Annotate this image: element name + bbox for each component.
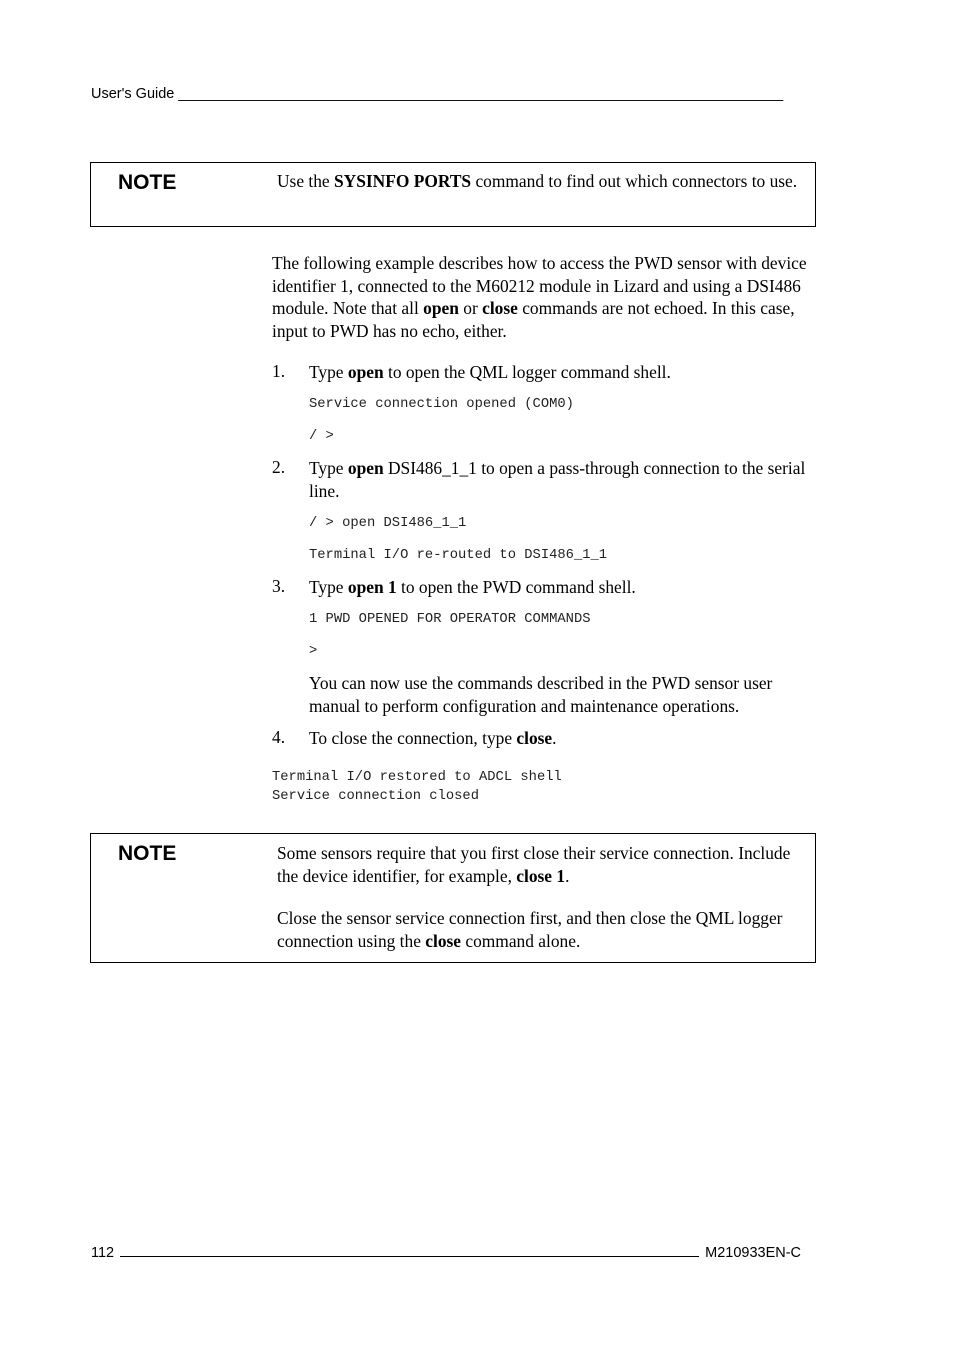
note-label: NOTE — [118, 171, 177, 194]
step-number: 3. — [272, 576, 286, 596]
note-paragraph — [277, 907, 813, 953]
command-name: close — [516, 728, 553, 748]
header-title: User's Guide — [91, 86, 175, 102]
command-name: close 1 — [516, 866, 566, 886]
note-box-1 — [90, 162, 816, 227]
code-line: Terminal I/O restored to ADCL shell — [272, 770, 562, 785]
step-text — [309, 576, 819, 599]
command-name: open 1 — [347, 577, 397, 597]
note-box-2 — [90, 833, 816, 963]
intro-text: or — [458, 298, 483, 318]
intro-text: commands are not echoed. In this case, input to PWD has no echo, either. — [272, 298, 795, 341]
code-line: Service connection closed — [272, 789, 479, 804]
step-text-part: Type — [309, 362, 348, 382]
note-text — [277, 170, 813, 193]
command-name: open — [347, 362, 384, 382]
command-name: SYSINFO PORTS — [334, 171, 472, 191]
step-text-part: DSI486_1_1 to open a pass-through connection to the serial line. — [309, 458, 806, 501]
note-text-part: . — [565, 866, 570, 886]
document-code: M210933EN-C — [705, 1245, 802, 1261]
step-text-part: Type — [309, 577, 348, 597]
step-text-part: Type — [309, 458, 348, 478]
step-text-part: To close the connection, type — [309, 728, 517, 748]
code-line: Terminal I/O re-routed to DSI486_1_1 — [309, 548, 608, 563]
code-line: 1 PWD OPENED FOR OPERATOR COMMANDS — [309, 612, 591, 627]
header-rule: ___________________________________________________________________________ — [178, 86, 784, 102]
note-text-part: command to find out which connectors to use. — [471, 171, 798, 191]
note-text — [277, 842, 813, 953]
command-name: close — [482, 298, 518, 318]
running-footer — [91, 1243, 818, 1261]
note-text-part: Close the sensor service connection first, and then close the QML logger connection using the — [277, 908, 783, 951]
note-paragraph — [277, 842, 813, 888]
command-name: open — [423, 298, 459, 318]
step-followup-text: You can now use the commands described in the PWD sensor user manual to perform configuration and maintenance operations. — [309, 673, 773, 716]
note-text-part: command alone. — [461, 931, 581, 951]
code-line: > — [309, 644, 318, 659]
step-text-part: to open the QML logger command shell. — [383, 362, 671, 382]
step-number: 4. — [272, 727, 286, 747]
step-text — [309, 457, 819, 502]
command-name: close — [425, 931, 462, 951]
note-text-part: Some sensors require that you first close their service connection. Include the device identifier, for example, — [277, 843, 791, 886]
code-line: Service connection opened (COM0) — [309, 397, 574, 412]
page-number: 112 — [91, 1245, 115, 1261]
note-text-part: Use the — [277, 171, 334, 191]
intro-text: The following example describes how to access the PWD sensor with device identifier 1, connected to the M60212 module in Lizard and using a DSI486 module. Note that all — [272, 253, 807, 318]
step-number: 2. — [272, 457, 286, 477]
step-text-part: to open the PWD command shell. — [396, 577, 636, 597]
step-text — [309, 361, 819, 384]
footer-rule — [120, 1243, 699, 1257]
code-line: / > open DSI486_1_1 — [309, 516, 467, 531]
running-header — [91, 86, 810, 102]
note-label: NOTE — [118, 842, 177, 865]
step-text-part: . — [552, 728, 557, 748]
code-line: / > — [309, 429, 334, 444]
intro-paragraph — [272, 252, 819, 342]
step-number: 1. — [272, 361, 286, 381]
step-text — [309, 727, 819, 750]
command-name: open — [347, 458, 384, 478]
